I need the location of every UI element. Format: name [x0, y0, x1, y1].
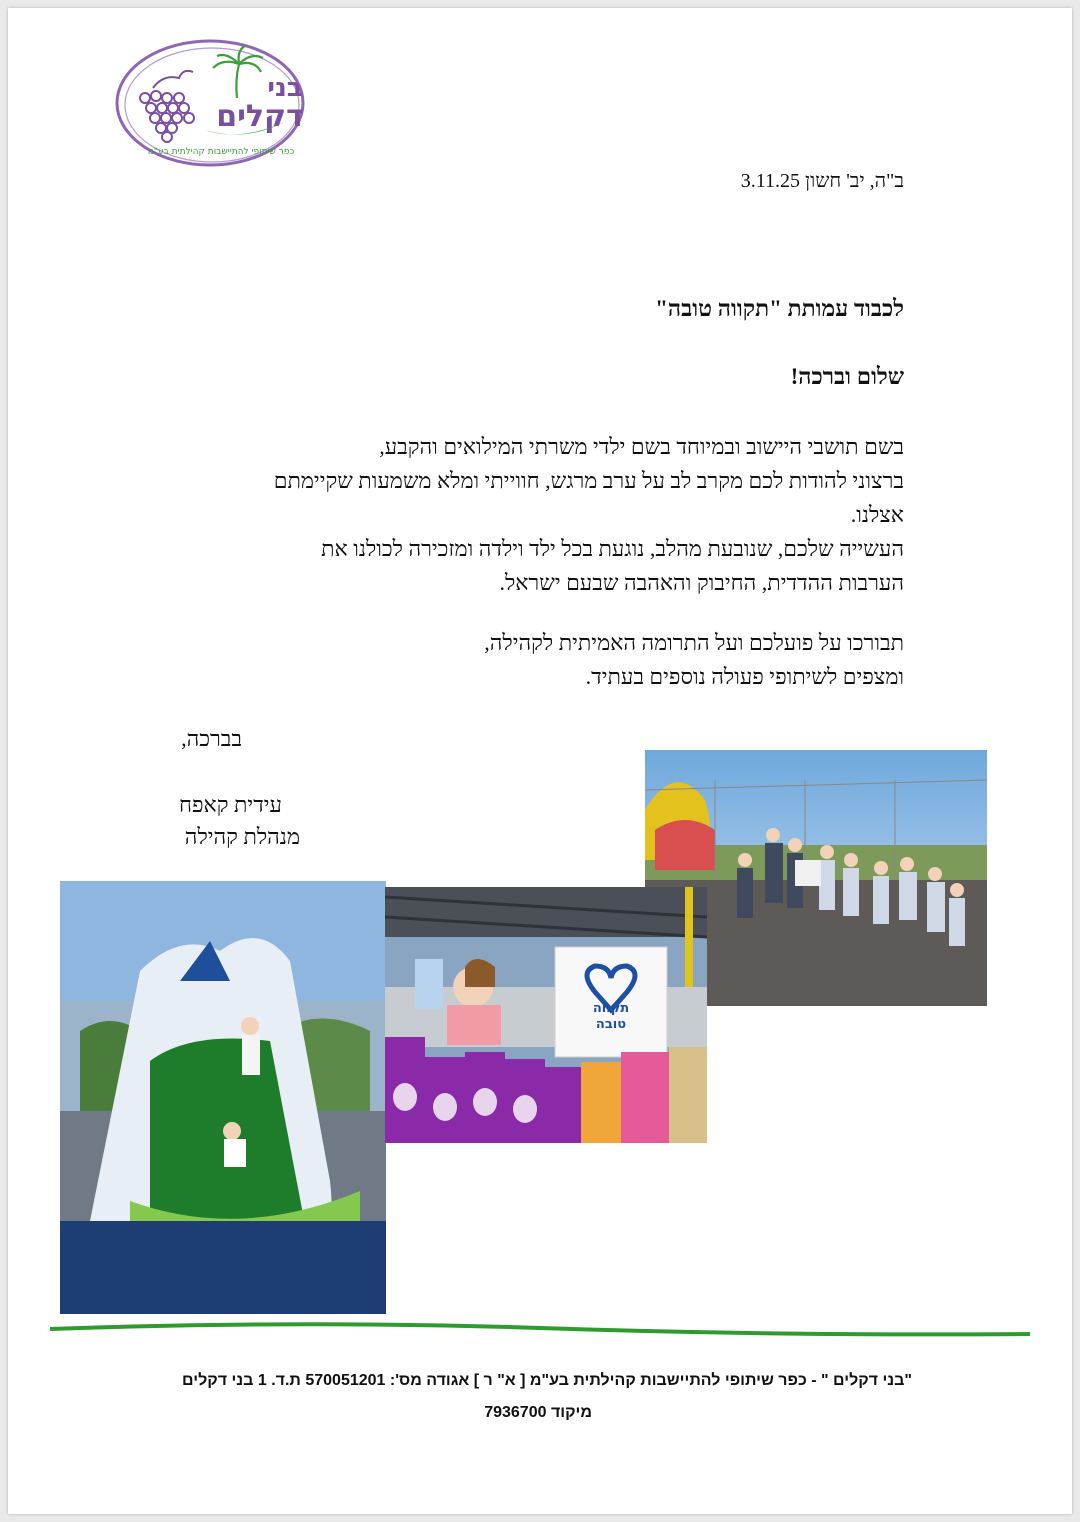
body-line: ברצוני להודות לכם מקרב לב על ערב מרגש, חווייתי ומלא משמעות שקיימתם: [273, 468, 904, 493]
thanks-line: ומצפים לשיתופי פעולה נוספים בעתיד.: [585, 664, 904, 689]
photo-inflatable-slide: [60, 881, 386, 1314]
bag-logo-text-1: תקווה: [592, 1001, 630, 1016]
letter-thanks: [484, 626, 904, 694]
letter-body: [274, 430, 904, 600]
svg-text:בני: בני: [267, 73, 303, 103]
body-line: בשם תושבי היישוב ובמיוחד בשם ילדי משרתי המילואים והקבע,: [379, 434, 904, 459]
svg-text:כפר שיתופי להתיישבות קהילתית ב: כפר שיתופי להתיישבות קהילתית בע"מ: [147, 147, 295, 157]
signature-closing: בברכה,: [181, 726, 242, 751]
organization-logo: [113, 36, 308, 171]
photo-gift-bags: [385, 887, 707, 1143]
footer-divider: [50, 1318, 1030, 1348]
body-line: הערבות ההדדית, החיבוק והאהבה שבעם ישראל.: [499, 570, 904, 595]
footer-postal-code: מיקוד 7936700: [484, 1404, 592, 1421]
letter-page: [8, 8, 1072, 1514]
footer-address: "בני דקלים " - כפר שיתופי להתיישבות קהילתית בע"מ [ א" ר ] אגודה מס': 570051201 ת.ד. 1 בני דקלים: [182, 1372, 912, 1389]
thanks-line: תבורכו על פועלכם ועל התרומה האמיתית לקהילה,: [484, 630, 904, 655]
signature-name: עידית קאפח: [178, 792, 282, 817]
svg-text:דקלים: דקלים: [216, 99, 304, 134]
bag-logo-text-2: טובה: [595, 1017, 627, 1032]
letter-recipient: לכבוד עמותת "תקווה טובה": [655, 296, 904, 321]
signature-title: מנהלת קהילה: [184, 824, 300, 849]
body-line: העשייה שלכם, שנובעת מהלב, נוגעת בכל ילד וילדה ומזכירה לכולנו את: [321, 536, 904, 561]
body-line: אצלנו.: [850, 502, 904, 527]
letter-greeting: שלום וברכה!: [790, 364, 904, 389]
letter-date: ב"ה, יב' חשון 3.11.25: [740, 170, 904, 192]
